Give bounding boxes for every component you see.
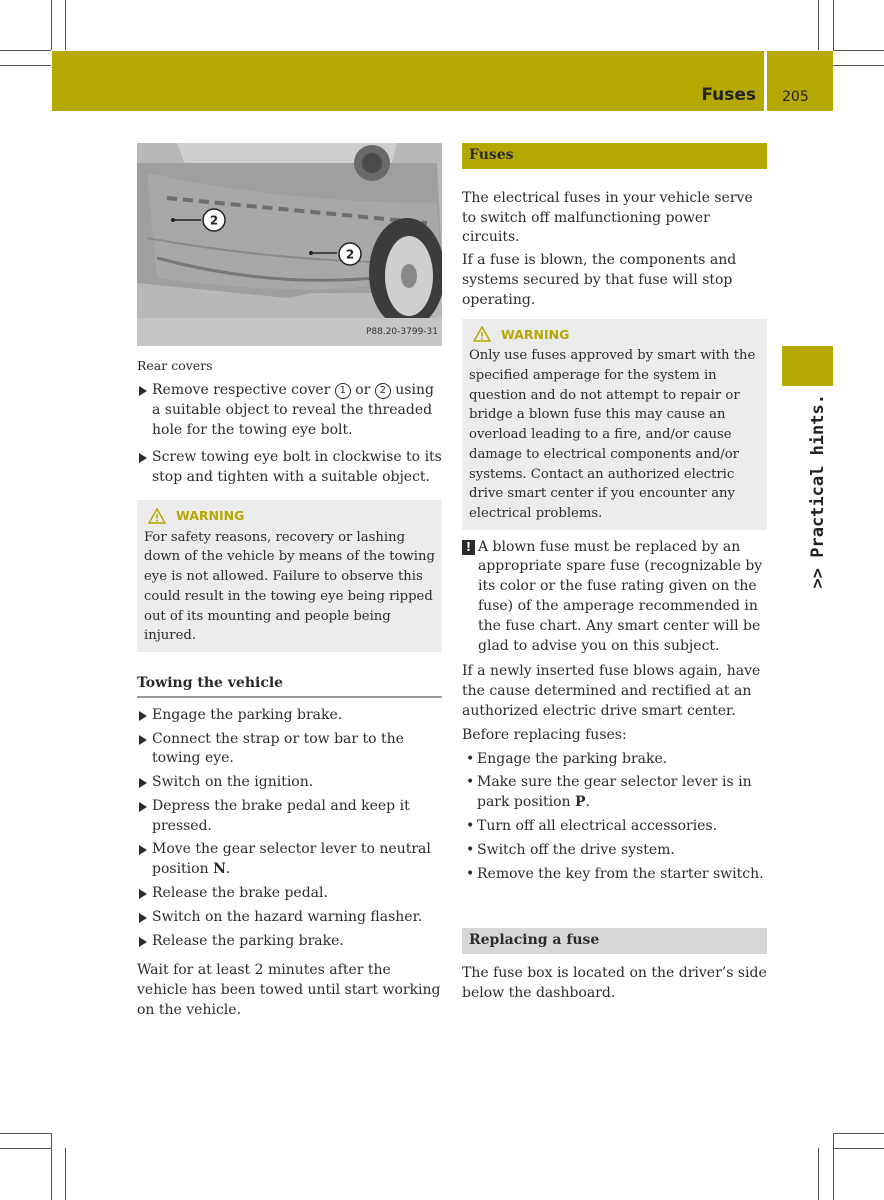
warning-box: [137, 500, 442, 652]
chapter-label: >> Practical hints.: [808, 394, 828, 589]
bullet-triangle-icon: [139, 889, 147, 899]
right-column: [462, 143, 767, 1004]
towing-step: Switch on the ignition.: [137, 773, 442, 793]
crop-mark: [65, 1148, 66, 1200]
crop-mark: [0, 65, 51, 66]
page-number: 205: [782, 89, 809, 105]
warning-triangle-icon: [148, 508, 166, 524]
fuses-intro: The electrical fuses in your vehicle serve to switch off malfunctioning power circuits.: [462, 189, 753, 246]
header-divider: [764, 51, 767, 111]
warning-text: For safety reasons, recovery or lashing down of the vehicle by means of the towing eye is not allowed. Failure to observe this could result in the towing eye being ripped out of its mounting and people being injured.: [144, 529, 435, 644]
towing-step: Engage the parking brake.: [137, 706, 442, 726]
crop-mark: [833, 1148, 884, 1149]
list-item: • Switch off the drive system.: [466, 841, 675, 858]
crop-mark: [0, 50, 51, 51]
crop-mark: [833, 1133, 884, 1134]
callout-2a: 2: [209, 213, 219, 228]
towing-final-text: Wait for at least 2 minutes after the vehicle has been towed until start working on the vehicle.: [137, 962, 441, 1019]
list-item: • Make sure the gear selector lever is in park position P.: [466, 774, 752, 811]
warning-text: Only use fuses approved by smart with the specified amperage for the system in question and do not attempt to repair or bridge a blown fuse this may cause an overload leading to a fire, and/or cause damage to electrical components and/or systems. Contact an authorized electric drive smart center if you encounter any electrical problems.: [469, 348, 756, 521]
warning-triangle-icon: [473, 326, 491, 342]
before-replacing-text: Before replacing fuses:: [462, 726, 627, 743]
blown-fuse-note: ! A blown fuse must be replaced by an appropriate spare fuse (recognizable by its color or the fuse rating given on the fuse) of the amperage recommended in the fuse chart. Any smart center will be glad to advise you on this subject.: [462, 538, 767, 657]
bullet-triangle-icon: [139, 711, 147, 721]
rear-covers-figure: [137, 143, 442, 346]
figure-caption: Rear covers: [137, 358, 213, 373]
fuses-blown-text: If a fuse is blown, the components and systems secured by that fuse will stop operating.: [462, 252, 737, 308]
bullet-triangle-icon: [139, 453, 147, 463]
list-item: • Remove the key from the starter switch.: [466, 865, 764, 882]
left-column: [137, 143, 442, 1021]
crop-mark: [833, 1133, 834, 1200]
fuses-heading: Fuses: [462, 143, 767, 169]
bullet-triangle-icon: [139, 778, 147, 788]
towing-step: Release the parking brake.: [137, 932, 442, 952]
crop-mark: [51, 0, 52, 50]
fuse-warning-box: [462, 319, 767, 530]
before-replacing-list: [462, 750, 767, 885]
callout-2b: 2: [345, 247, 355, 262]
figure-code: P88.20-3799-31: [365, 327, 438, 338]
car-rear-illustration: [137, 143, 442, 346]
page-title: Fuses: [701, 85, 756, 105]
crop-mark: [818, 1148, 819, 1200]
step-remove-cover: Remove respective cover 1 or 2 using a suitable object to reveal the threaded hole for the towing eye bolt.: [137, 381, 442, 440]
bullet-triangle-icon: [139, 735, 147, 745]
towing-step: Move the gear selector lever to neutral position N.: [137, 840, 442, 880]
step-screw-bolt: Screw towing eye bolt in clockwise to its stop and tighten with a suitable object.: [137, 448, 442, 488]
crop-mark: [833, 0, 834, 50]
fuse-box-location-text: The fuse box is located on the driver’s side below the dashboard.: [462, 965, 767, 1001]
list-item: • Turn off all electrical accessories.: [466, 817, 718, 834]
crop-mark: [0, 1148, 51, 1149]
warning-header: WARNING: [148, 506, 435, 526]
towing-step: Release the brake pedal.: [137, 884, 442, 904]
towing-steps: [137, 706, 442, 952]
towing-step: Depress the brake pedal and keep it pressed.: [137, 797, 442, 837]
crop-mark: [833, 50, 884, 51]
towing-heading: Towing the vehicle: [137, 674, 442, 698]
chapter-tab: [782, 346, 833, 386]
bullet-triangle-icon: [139, 845, 147, 855]
towing-step: Switch on the hazard warning flasher.: [137, 908, 442, 928]
bullet-triangle-icon: [139, 386, 147, 396]
bullet-triangle-icon: [139, 913, 147, 923]
fuse-blows-again-text: If a newly inserted fuse blows again, have the cause determined and rectified at an authorized electric drive smart center.: [462, 663, 761, 719]
list-item: • Engage the parking brake.: [466, 750, 668, 767]
crop-mark: [65, 0, 66, 50]
callout-2-icon: 2: [375, 383, 391, 399]
bullet-triangle-icon: [139, 937, 147, 947]
crop-mark: [0, 1133, 51, 1134]
crop-mark: [833, 65, 884, 66]
warning-header: WARNING: [473, 325, 760, 345]
crop-mark: [818, 0, 819, 50]
towing-step: Connect the strap or tow bar to the towing eye.: [137, 730, 442, 770]
bullet-triangle-icon: [139, 802, 147, 812]
replacing-fuse-heading: Replacing a fuse: [462, 928, 767, 954]
callout-1-icon: 1: [335, 383, 351, 399]
exclamation-icon: !: [462, 540, 475, 555]
crop-mark: [51, 1133, 52, 1200]
